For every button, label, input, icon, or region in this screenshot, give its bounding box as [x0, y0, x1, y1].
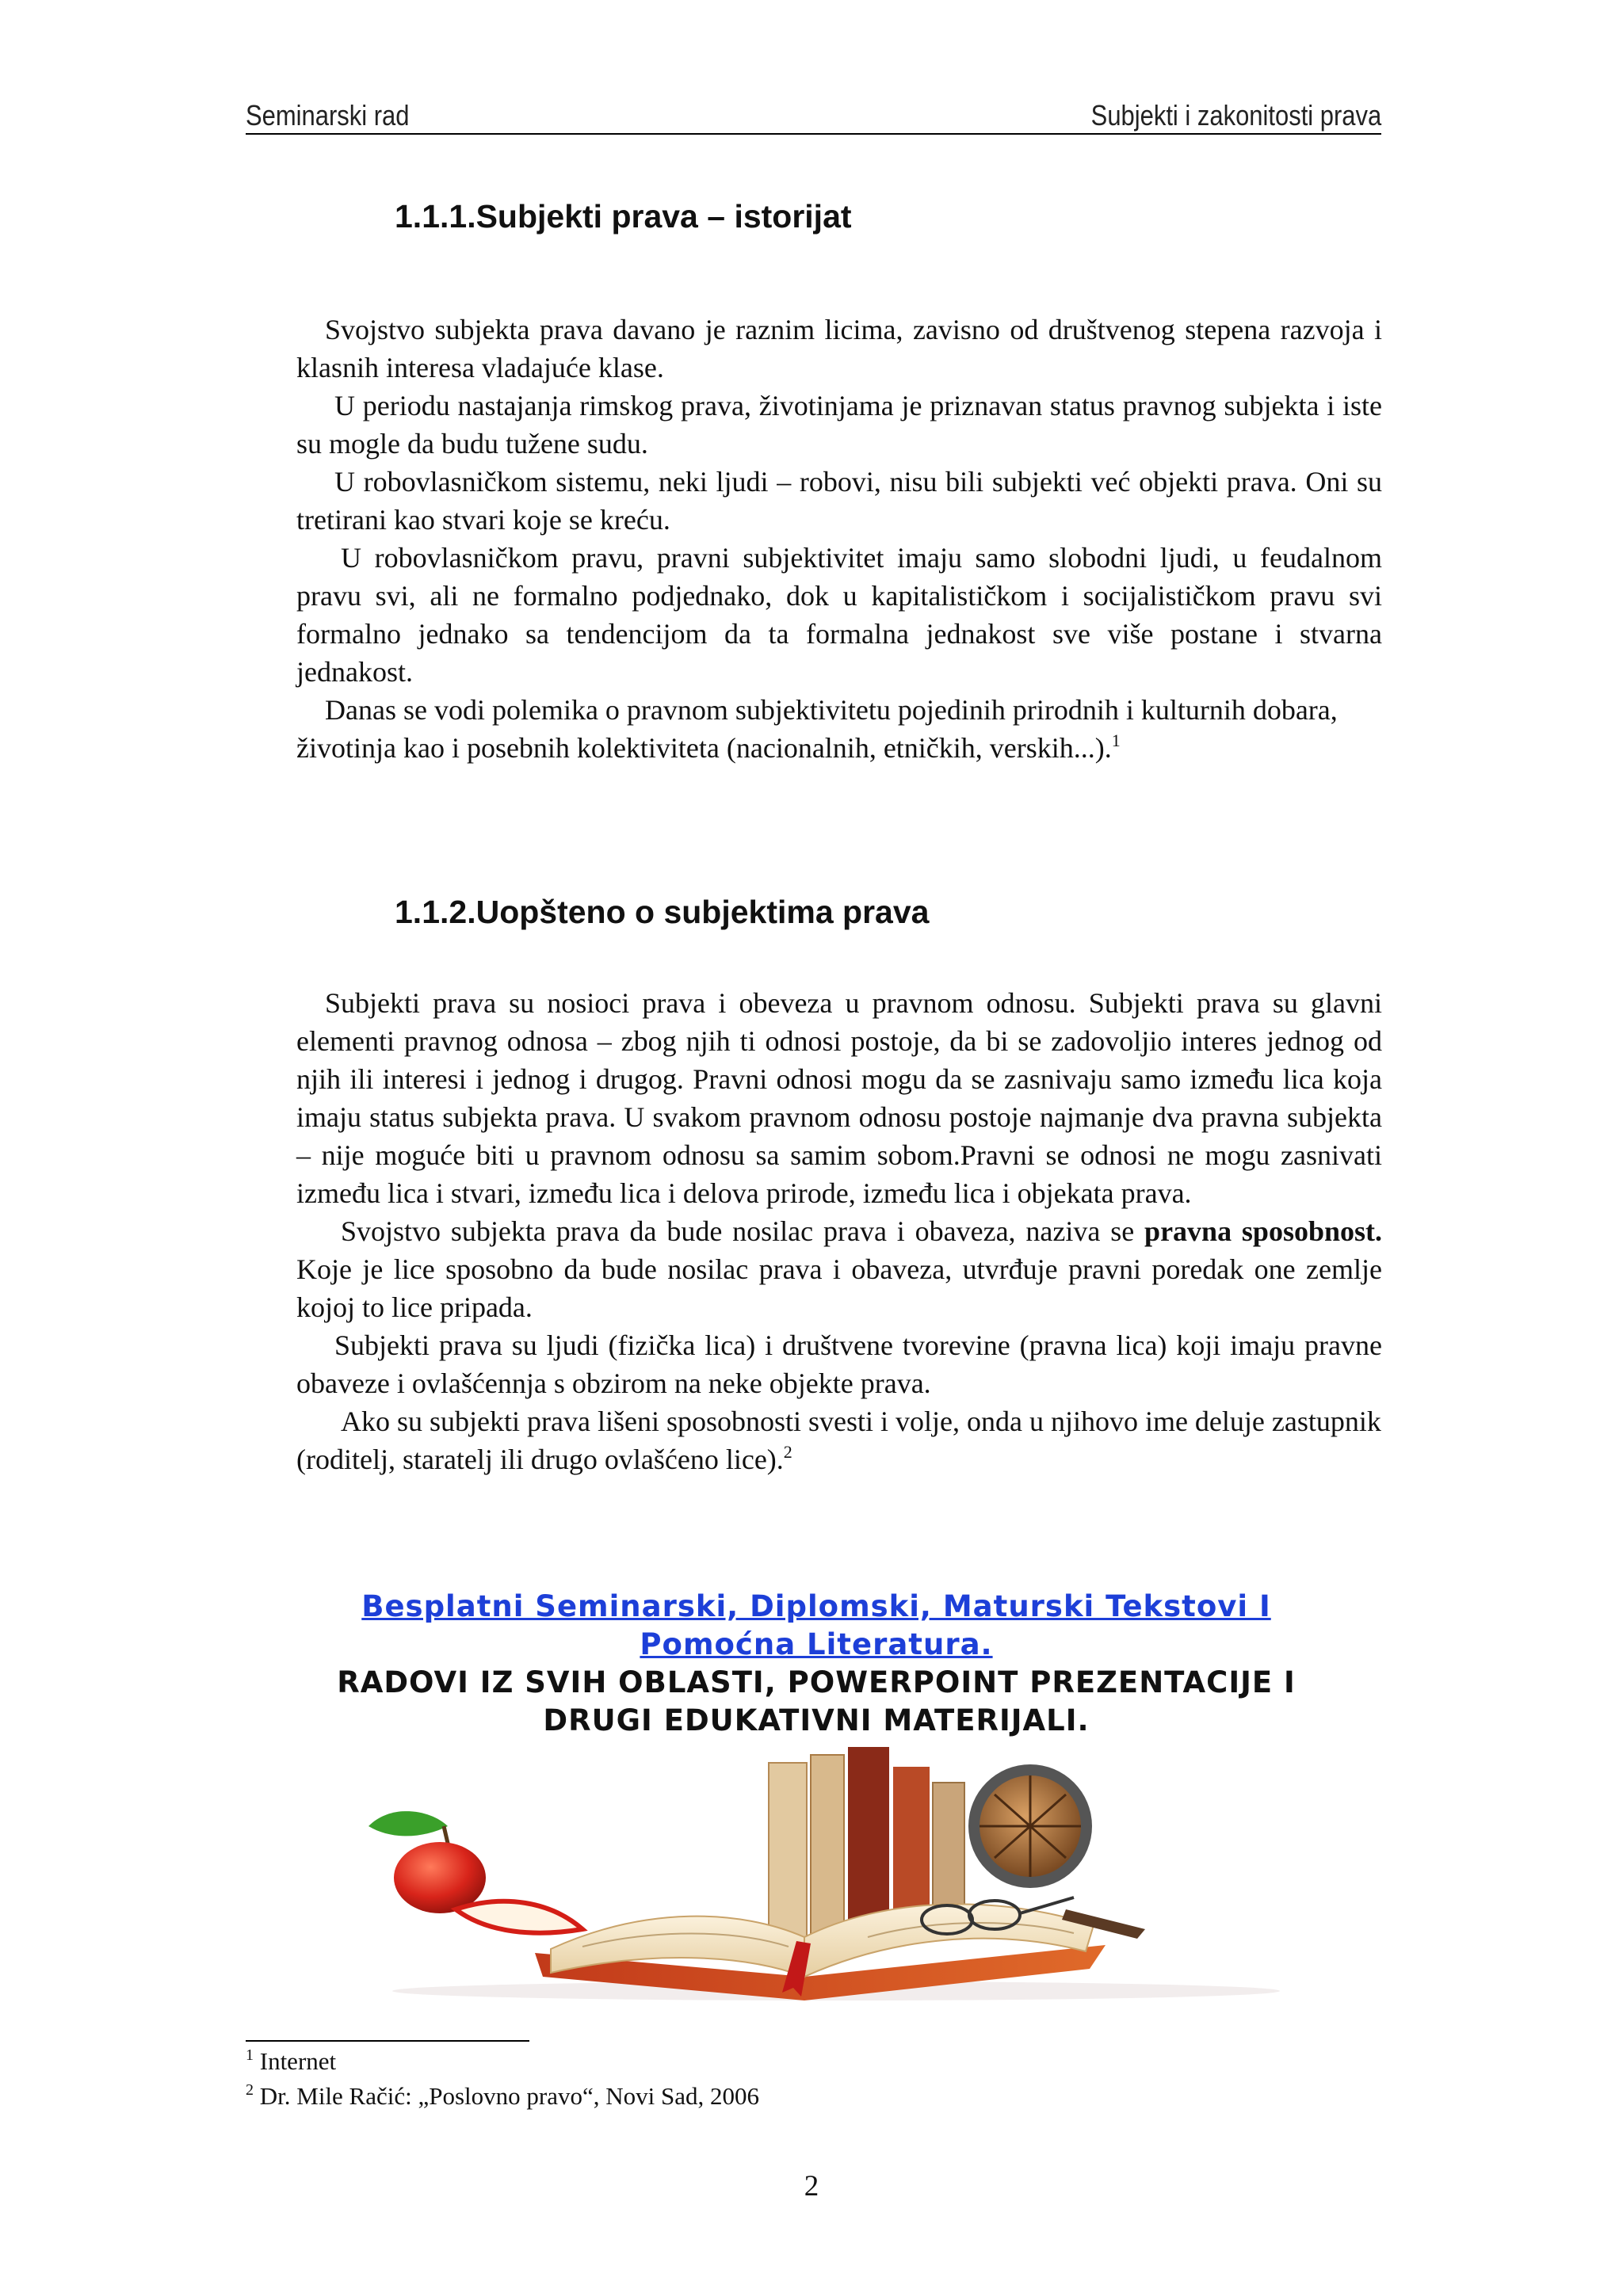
paragraph: U robovlasničkom pravu, pravni subjektivitet imaju samo slobodni ljudi, u feudalnom pravu svi, ali ne formalno podjednako, dok u kapitalističkom i socijalističkom pravu svi formalno jednako sa tendencijom da ta formalna jednakost sve više postane i stvarna jednakost.	[296, 542, 1382, 688]
paragraph: Subjekti prava su ljudi (fizička lica) i društvene tvorevine (pravna lica) koji imaju pravne obaveze i ovlašćennja s obzirom na neke objekte prava.	[296, 1329, 1382, 1399]
footnote-item	[246, 2044, 759, 2079]
books-apple-illustration	[313, 1739, 1308, 2004]
footnote-text: Dr. Mile Račić: „Poslovno pravo“, Novi Sad, 2006	[259, 2082, 759, 2110]
section-heading-history: 1.1.1.Subjekti prava – istorijat	[395, 198, 852, 235]
upright-book	[769, 1763, 807, 1937]
footnote-text: Internet	[259, 2047, 337, 2075]
paragraph-text: Ako su subjekti prava lišeni sposobnosti svesti i volje, onda u njihovo ime deluje zastupnik (roditelj, staratelj ili drugo ovlašćeno lice).	[296, 1405, 1381, 1475]
paragraph-text: Danas se vodi polemika o pravnom subjektivitetu pojedinih prirodnih i kulturnih dobara, životinja kao i posebnih kolektiviteta (nacionalnih, etničkih, verskih...).	[296, 694, 1338, 764]
paragraph: Subjekti prava su nosioci prava i obeveza u pravnom odnosu. Subjekti prava su glavni elementi pravnog odnosa – zbog njih ti odnosi postoje, da bi se zadovoljio interes jednog od njih ili interesi i jednog i drugog. Pravni odnosi mogu da se zasnivaju samo između lica koja imaju status subjekta prava. U svakom pravnom odnosu postoje najmanje dva pravna subjekta – nije moguće biti u pravnom odnosu sa samim sobom.Pravni se odnosi ne mogu zasnivati između lica i stvari, između lica i delova prirode, između lica i objekata prava.	[296, 987, 1382, 1209]
footnote-number: 1	[246, 2046, 254, 2064]
header-left-title: Seminarski rad	[246, 99, 410, 132]
promo-text-line-4: DRUGI EDUKATIVNI MATERIJALI.	[543, 1703, 1090, 1737]
section-heading-general: 1.1.2.Uopšteno o subjektima prava	[395, 894, 930, 930]
page-number: 2	[804, 2170, 819, 2203]
footnote-separator	[246, 2040, 529, 2042]
apple-slice	[456, 1901, 582, 1933]
page-header	[246, 97, 1381, 135]
upright-book	[848, 1747, 889, 1937]
footnote-ref[interactable]: 1	[1111, 730, 1121, 750]
upright-book	[811, 1755, 844, 1937]
paragraph-text: Koje je lice sposobno da bude nosilac prava i obaveza, utvrđuje pravni poredak one zemlje kojoj to lice pripada.	[296, 1253, 1382, 1323]
paragraph	[296, 691, 1382, 767]
promo-block	[262, 1588, 1371, 1740]
footnote-ref[interactable]: 2	[783, 1442, 792, 1462]
paragraph-text: Svojstvo subjekta prava da bude nosilac prava i obaveza, naziva se	[341, 1215, 1145, 1247]
bold-term: pravna sposobnost.	[1144, 1215, 1383, 1247]
header-right-title: Subjekti i zakonitosti prava	[1090, 99, 1381, 132]
footnote-number: 2	[246, 2081, 254, 2099]
footnote-item	[246, 2079, 759, 2114]
paragraph: U periodu nastajanja rimskog prava, životinjama je priznavan status pravnog subjekta i iste su mogle da budu tužene sudu.	[296, 390, 1382, 460]
promo-text-line-3: RADOVI IZ SVIH OBLASTI, POWERPOINT PREZENTACIJE I	[337, 1665, 1296, 1699]
paragraph	[296, 1212, 1382, 1326]
promo-link-line-2[interactable]: Pomoćna Literatura.	[640, 1627, 993, 1661]
section-history-body	[296, 311, 1382, 767]
paragraph	[296, 1402, 1382, 1478]
paragraph: Svojstvo subjekta prava davano je raznim licima, zavisno od društvenog stepena razvoja i klasnih interesa vladajuće klase.	[296, 314, 1382, 383]
promo-link-line-1[interactable]: Besplatni Seminarski, Diplomski, Maturski Tekstovi I	[361, 1589, 1271, 1623]
paragraph: U robovlasničkom sistemu, neki ljudi – robovi, nisu bili subjekti već objekti prava. Oni su tretirani kao stvari koje se kreću.	[296, 466, 1382, 536]
section-general-body	[296, 984, 1382, 1478]
apple-leaf	[369, 1811, 448, 1836]
footnotes	[246, 2044, 759, 2114]
